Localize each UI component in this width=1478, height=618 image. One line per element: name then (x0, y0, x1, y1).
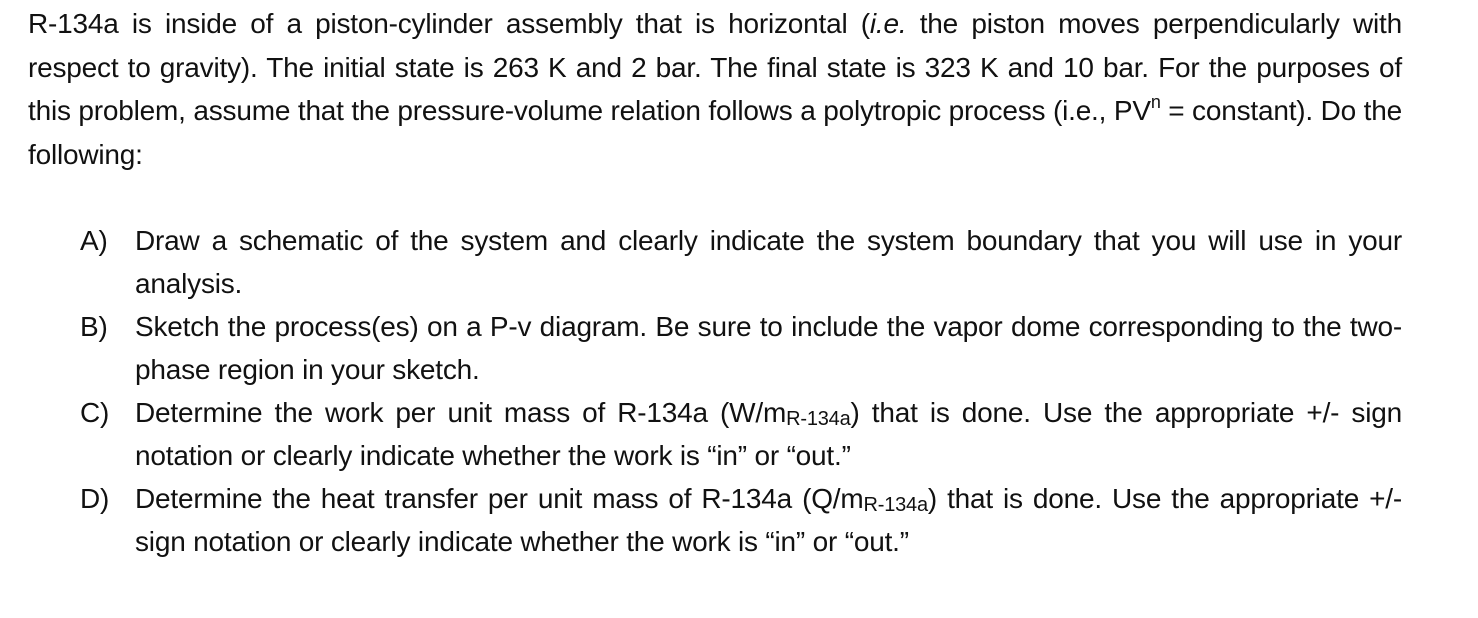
task-text: Draw a schematic of the system and clearly indicate the system boundary that you will use in your analysis. (135, 225, 1402, 299)
problem-statement (28, 2, 1402, 176)
problem-statement-italic: i.e. (869, 8, 907, 39)
task-list (28, 219, 1402, 563)
task-marker: D) (80, 483, 110, 514)
task-text: ) that is done. Use the appropriate +/- sign notation or clearly indicate whether the work is “in” or “out.” (135, 483, 1402, 557)
problem-statement-text: R-134a is inside of a piston-cylinder assembly that is horizontal ( (28, 8, 870, 39)
task-text: ) that is done. Use the appropriate +/- sign notation or clearly indicate whether the work is “in” or “out.” (135, 397, 1402, 471)
mass-subscript: R-134a (786, 408, 851, 430)
problem-document (28, 2, 1402, 563)
mass-subscript: R-134a (863, 494, 928, 516)
problem-statement-text: = constant). Do the following: (28, 95, 1402, 170)
task-item-b (28, 305, 1402, 391)
task-text: Sketch the process(es) on a P-v diagram. Be sure to include the vapor dome corresponding to the two-phase region in your sketch. (135, 311, 1402, 385)
task-marker: C) (80, 397, 110, 428)
task-item-a (28, 219, 1402, 305)
task-marker: A) (80, 225, 108, 256)
problem-statement-text: the piston moves perpendicularly with respect to gravity). The initial state is 263 K and 2 bar. The final state is 323 K and 10 bar. For the purposes of this problem, assume that the pressure-volume relation follows a polytropic process (i.e., PV (28, 8, 1402, 126)
task-item-d (28, 477, 1402, 563)
task-marker: B) (80, 311, 108, 342)
task-text: Determine the heat transfer per unit mass of R-134a (Q/m (135, 483, 864, 514)
task-text: Determine the work per unit mass of R-134a (W/m (135, 397, 787, 428)
task-item-c (28, 391, 1402, 477)
polytropic-exponent: n (1150, 92, 1161, 112)
